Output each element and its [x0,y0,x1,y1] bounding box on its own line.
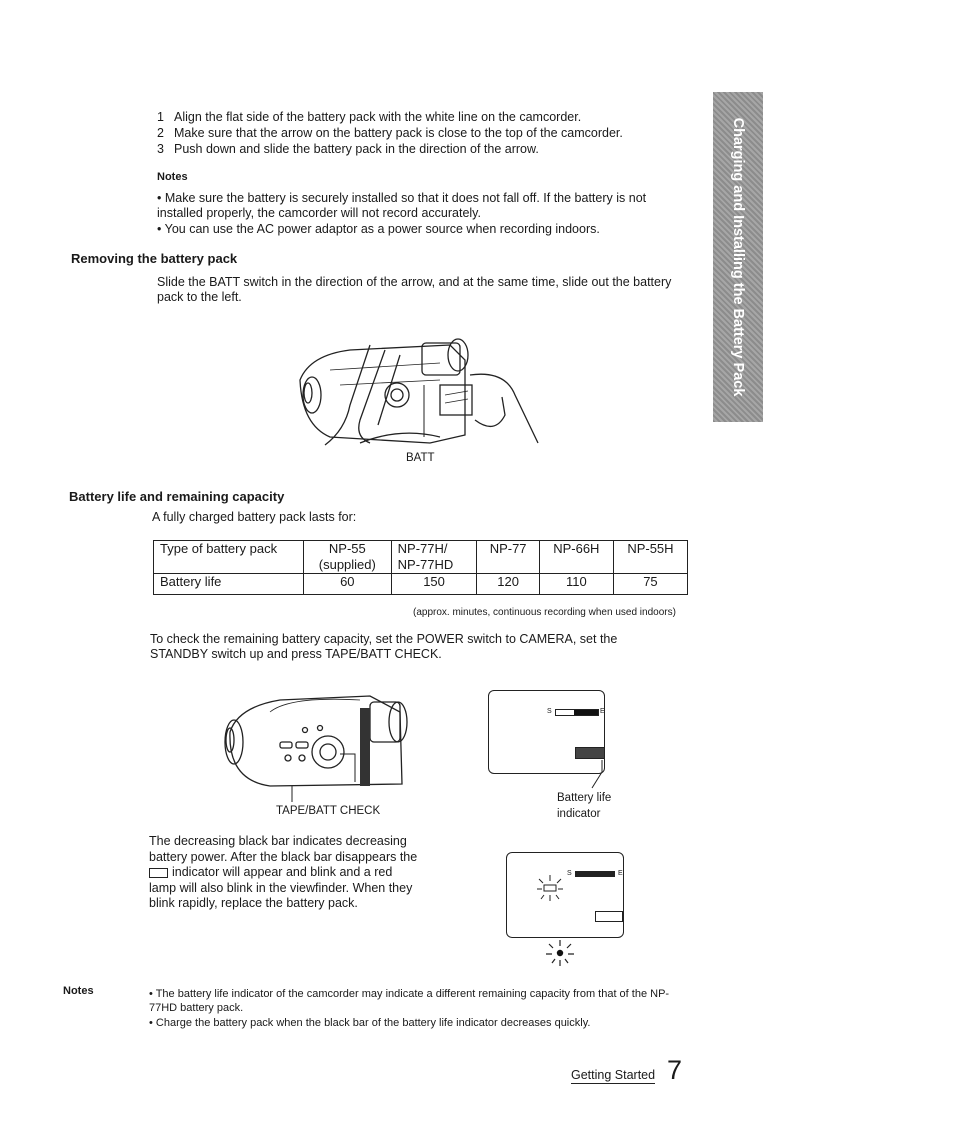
note-item: • Make sure the battery is securely installed so that it does not fall off. If the battery is not installed properly, the camcorder will not record accurately. [157,191,647,220]
table-cell-pack [539,541,613,574]
battery-icon [575,747,605,759]
table-row [154,541,688,574]
viewfinder-display [488,690,605,774]
notes-title: Notes [157,171,188,183]
pack-name-line2: (supplied) [318,557,376,572]
table-note: (approx. minutes, continuous recording when used indoors) [413,607,676,618]
text-line: battery power. After the black bar disappears the [149,849,418,864]
text-line: The decreasing black bar indicates decreasing [149,834,407,848]
blinking-lamp-icon [544,938,576,968]
decreasing-bar-text [149,834,449,912]
removing-text: Slide the BATT switch in the direction of the arrow, and at the same time, slide out the battery pack to the left. [157,275,672,304]
table-cell-pack [613,541,687,574]
step-text: Push down and slide the battery pack in the direction of the arrow. [174,142,539,156]
step-number: 3 [157,142,164,156]
batt-switch-label: BATT [406,452,435,464]
table-cell-life: 150 [391,574,477,595]
table-cell-pack [391,541,477,574]
battery-level-bar [575,871,615,877]
notes-title: Notes [63,985,94,997]
table-row [154,574,688,595]
check-instructions: To check the remaining battery capacity, set the POWER switch to CAMERA, set the STANDBY switch up and press TAPE/BATT CHECK. [150,632,618,661]
blinking-battery-icon [535,873,565,903]
battery-level-fill [574,710,598,715]
text-line-with-icon [149,865,449,881]
step-text: Align the flat side of the battery pack with the white line on the camcorder. [174,110,582,124]
text-line: lamp will also blink in the viewfinder. When they [149,880,413,895]
pack-name: NP-77 [489,541,527,556]
note-item: • The battery life indicator of the camcorder may indicate a different remaining capacity from that of the NP-77HD battery pack. [149,988,670,1014]
empty-battery-icon [595,911,623,922]
indicator-s-mark: S [567,870,572,877]
table-cell-life: 120 [477,574,539,595]
step-text: Make sure that the arrow on the battery pack is close to the top of the camcorder. [174,126,623,140]
indicator-s-mark: S [547,708,552,715]
viewfinder-display-blinking [506,852,624,938]
pack-name-line2: NP-77HD [397,557,454,572]
section-heading-battery-life: Battery life and remaining capacity [69,489,285,504]
side-tab-label: Charging and Installing the Battery Pack [730,117,746,397]
table-cell-pack [477,541,539,574]
empty-battery-icon [149,868,168,878]
table-cell-life: 75 [613,574,687,595]
pack-name: NP-66H [553,541,600,556]
table-cell-life: 110 [539,574,613,595]
pack-name: NP-77H/ [397,541,448,556]
battery-life-intro: A fully charged battery pack lasts for: [152,510,357,524]
tape-batt-check-label: TAPE/BATT CHECK [276,805,381,817]
indicator-label-line2: indicator [557,808,601,820]
note-item: • You can use the AC power adaptor as a power source when recording indoors. [157,222,600,236]
text-line: blink rapidly, replace the battery pack. [149,896,358,910]
indicator-e-mark: E [600,708,605,715]
table-row-header: Battery life [154,574,304,595]
pack-name: NP-55H [627,541,674,556]
camcorder-check-illustration [210,682,410,802]
text-segment: indicator will appear and blink and a red [172,865,393,879]
table-row-header: Type of battery pack [154,541,304,574]
step-1 [157,110,697,125]
table-cell-life: 60 [304,574,392,595]
note-item: • Charge the battery pack when the black bar of the battery life indicator decreases quickly. [149,1017,591,1029]
step-2 [157,126,697,141]
battery-life-table [153,540,688,595]
footer-section: Getting Started [571,1068,656,1082]
indicator-leader-line [590,760,610,790]
page-number: 7 [667,1055,683,1085]
table-cell-pack [304,541,392,574]
step-number: 2 [157,126,164,140]
step-3 [157,142,697,157]
step-number: 1 [157,110,164,124]
indicator-e-mark: E [618,870,623,877]
indicator-label-line1: Battery life [557,792,612,804]
battery-life-indicator-label [557,790,611,822]
section-heading-removing: Removing the battery pack [71,251,238,266]
pack-name: NP-55 [328,541,366,556]
battery-level-bar [555,709,599,716]
section-side-tab [713,92,763,422]
